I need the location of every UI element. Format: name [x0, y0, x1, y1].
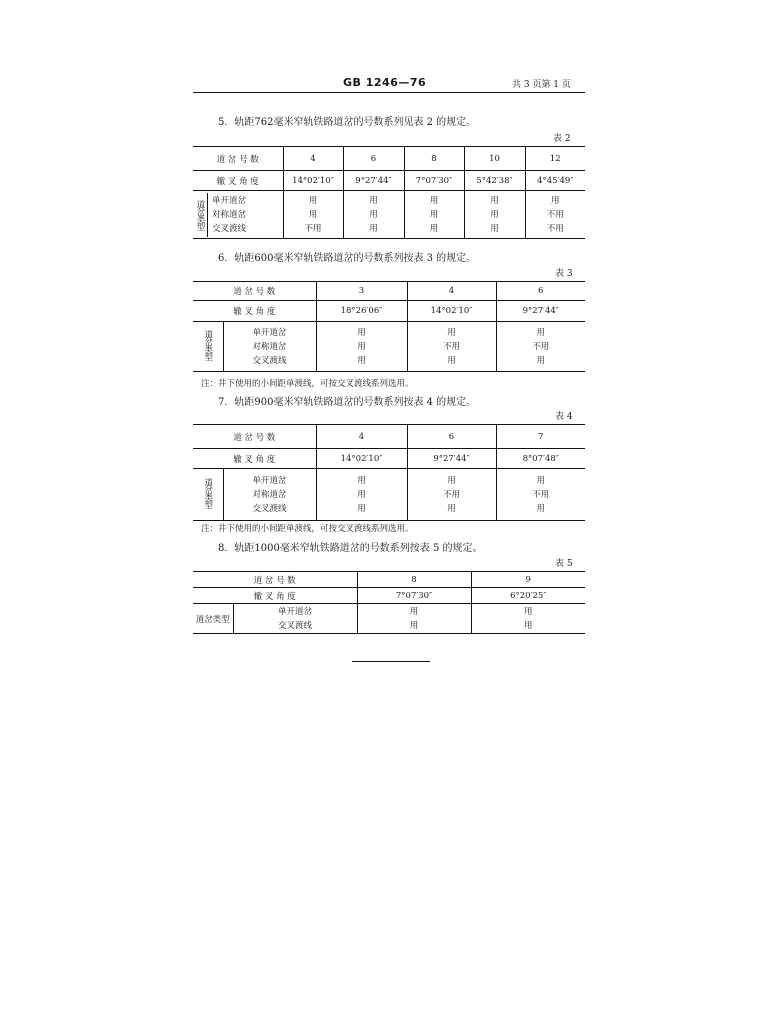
usage-cell: 用: [447, 475, 456, 486]
type-label: 对称道岔: [212, 209, 247, 220]
number-row-label: 道 岔 号 数: [233, 287, 276, 297]
type-group-label: 道岔类型: [202, 330, 213, 360]
type-group-label: 道岔类型: [202, 478, 213, 508]
usage-cell: 用: [447, 355, 456, 366]
type-label: 对称道岔: [252, 489, 287, 500]
usage-cell: 用: [429, 195, 439, 206]
usage-cell: 用: [536, 355, 546, 366]
type-group-label: 道岔类型: [195, 614, 230, 625]
type-label: 交叉渡线: [252, 355, 287, 366]
table-4-type-rows: [193, 469, 585, 521]
usage-cell: 不用: [443, 341, 461, 352]
angle-cell: 9°27′44″: [343, 171, 404, 191]
usage-cell: 用: [447, 503, 456, 514]
number-cell: 10: [464, 147, 525, 171]
table-3-type-rows: [193, 322, 585, 372]
number-cell: 4: [316, 425, 407, 449]
type-label: 交叉渡线: [212, 223, 247, 234]
angle-cell: 9°27′44″: [496, 301, 585, 322]
usage-cell: 用: [308, 209, 318, 220]
usage-cell: 用: [524, 620, 533, 631]
table-3-label: 表 3: [555, 269, 573, 279]
number-cell: 12: [525, 147, 585, 171]
usage-cell: 用: [369, 223, 378, 234]
usage-cell: 用: [490, 209, 499, 220]
number-row-label: 道 岔 号 数: [233, 432, 276, 443]
usage-cell: 用: [357, 503, 366, 514]
angle-cell: 5°42′38″: [464, 171, 525, 191]
angle-row-label: 辙 叉 角 度: [233, 307, 276, 317]
type-label: 单开道岔: [252, 475, 287, 486]
angle-row-label: 辙 叉 角 度: [253, 591, 296, 602]
usage-cell: 用: [357, 341, 366, 352]
table-4: [193, 424, 585, 521]
usage-cell: 不用: [443, 489, 461, 500]
angle-cell: 18°26′06″: [316, 301, 407, 322]
type-label: 对称道岔: [252, 341, 287, 352]
number-cell: 6: [407, 425, 496, 449]
angle-cell: 7°07′30″: [404, 171, 464, 191]
usage-cell: 用: [429, 209, 439, 220]
number-row-label: 道 岔 号 数: [253, 575, 296, 586]
usage-cell: 用: [536, 327, 546, 338]
usage-cell: 用: [409, 620, 419, 631]
table-5-type-rows: [193, 604, 585, 634]
usage-cell: 用: [369, 209, 378, 220]
type-group-label: 道岔类型: [193, 193, 208, 237]
usage-cell: 用: [550, 195, 560, 206]
angle-cell: 9°27′44″: [407, 449, 496, 469]
number-cell: 8: [357, 572, 471, 588]
number-cell: 4: [407, 282, 496, 301]
angle-cell: 6°20′25″: [471, 588, 585, 604]
usage-cell: 用: [357, 475, 366, 486]
table-2-type-rows: [193, 191, 585, 239]
usage-cell: 不用: [532, 489, 550, 500]
table-2-angle-row: [193, 171, 585, 191]
section-5-text: 5．轨距762毫米窄轨铁路道岔的号数系列见表 2 的规定。: [218, 117, 477, 128]
type-label: 交叉渡线: [252, 503, 287, 514]
table-4-angle-row: [193, 449, 585, 469]
number-row-label: 道 岔 号 数: [216, 154, 259, 165]
table-3-note: 注：井下使用的小间距单渡线，可按交叉渡线系列选用。: [201, 379, 414, 389]
angle-cell: 14°02′10″: [407, 301, 496, 322]
section-8-text: 8．轨距1000毫米窄轨铁路道岔的号数系列按表 5 的规定。: [218, 543, 483, 554]
number-cell: 3: [316, 282, 407, 301]
section-6-text: 6．轨距600毫米窄轨铁路道岔的号数系列按表 3 的规定。: [218, 253, 477, 264]
number-cell: 4: [283, 147, 343, 171]
table-5-number-row: [193, 572, 585, 588]
header-rule: [193, 92, 585, 93]
type-label: 单开道岔: [212, 195, 247, 206]
table-4-label: 表 4: [555, 412, 573, 422]
angle-cell: 4°45′49″: [525, 171, 585, 191]
number-cell: 7: [496, 425, 585, 449]
table-5-angle-row: [193, 588, 585, 604]
usage-cell: 用: [490, 195, 499, 206]
table-5: [193, 571, 585, 634]
usage-cell: 用: [409, 606, 419, 617]
usage-cell: 不用: [546, 223, 564, 234]
angle-row-label: 辙 叉 角 度: [216, 176, 259, 187]
angle-cell: 14°02′10″: [316, 449, 407, 469]
type-label: 单开道岔: [278, 606, 313, 617]
usage-cell: 不用: [532, 341, 550, 352]
page-info: 共 3 页第 1 页: [512, 80, 571, 90]
angle-cell: 14°02′10″: [283, 171, 343, 191]
number-cell: 8: [404, 147, 464, 171]
type-label: 交叉渡线: [278, 620, 313, 631]
table-5-label: 表 5: [555, 559, 573, 569]
angle-cell: 8°07′48″: [496, 449, 585, 469]
usage-cell: 用: [536, 475, 546, 486]
number-cell: 9: [471, 572, 585, 588]
number-cell: 6: [343, 147, 404, 171]
table-2: [193, 146, 585, 239]
table-2-label: 表 2: [553, 134, 571, 144]
table-3-angle-row: [193, 301, 585, 322]
usage-cell: 用: [429, 223, 439, 234]
table-4-note: 注：井下使用的小间距单渡线，可按交叉渡线系列选用。: [201, 524, 414, 534]
angle-cell: 7°07′30″: [357, 588, 471, 604]
usage-cell: 用: [357, 327, 366, 338]
usage-cell: 用: [357, 355, 366, 366]
angle-row-label: 辙 叉 角 度: [233, 454, 276, 465]
end-rule: [352, 661, 430, 662]
usage-cell: 用: [490, 223, 499, 234]
table-3-number-row: [193, 282, 585, 301]
table-2-number-row: [193, 147, 585, 171]
section-7-text: 7．轨距900毫米窄轨铁路道岔的号数系列按表 4 的规定。: [218, 397, 477, 408]
usage-cell: 用: [524, 606, 533, 617]
table-4-number-row: [193, 425, 585, 449]
usage-cell: 用: [447, 327, 456, 338]
usage-cell: 不用: [304, 223, 322, 234]
usage-cell: 用: [308, 195, 318, 206]
type-label: 单开道岔: [252, 327, 287, 338]
usage-cell: 不用: [546, 209, 564, 220]
standard-code: GB 1246—76: [343, 76, 427, 89]
usage-cell: 用: [357, 489, 366, 500]
number-cell: 6: [496, 282, 585, 301]
usage-cell: 用: [536, 503, 546, 514]
usage-cell: 用: [369, 195, 378, 206]
table-3: [193, 281, 585, 372]
